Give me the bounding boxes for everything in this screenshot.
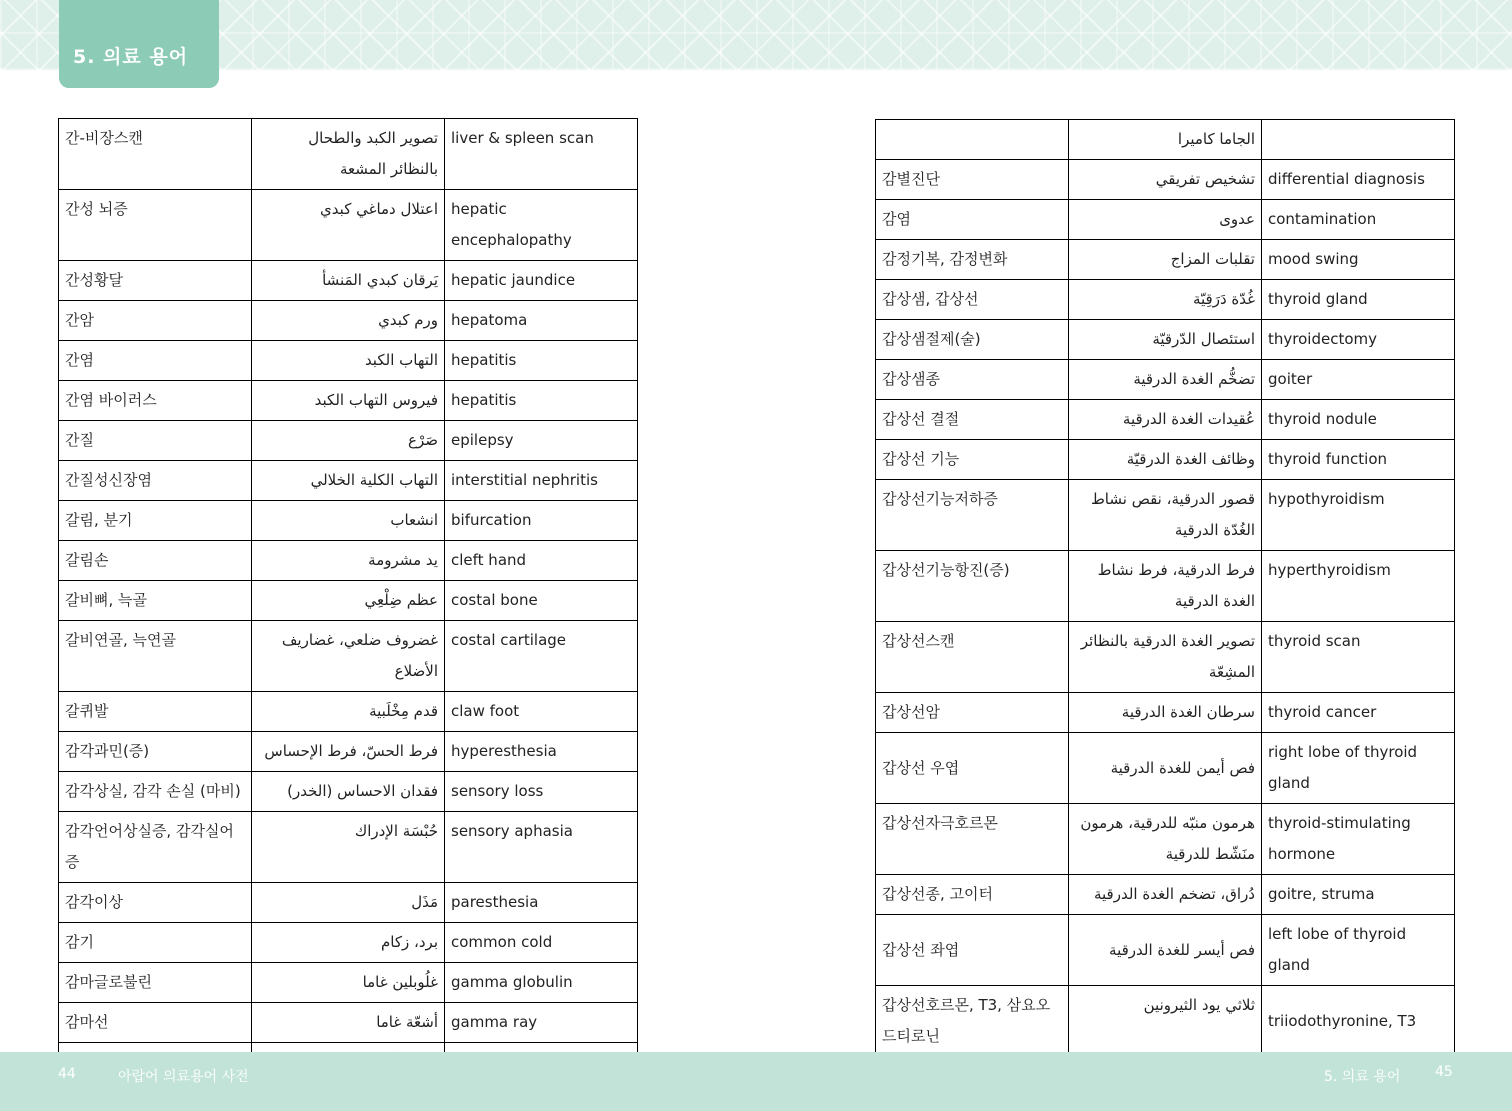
- header-pattern-band: [0, 0, 1512, 70]
- arabic-term: فقدان الاحساس (الخدر): [252, 772, 445, 812]
- korean-term: 간질성신장염: [59, 461, 252, 501]
- english-term: goitre, struma: [1262, 875, 1455, 915]
- arabic-term: فص أيسر للغدة الدرقية: [1069, 915, 1262, 986]
- arabic-term: برد، زكام: [252, 923, 445, 963]
- table-row: [59, 461, 638, 501]
- table-row: [876, 440, 1455, 480]
- english-term: common cold: [445, 923, 638, 963]
- table-row: [876, 986, 1455, 1057]
- english-term: mood swing: [1262, 240, 1455, 280]
- korean-term: 갑상선스캔: [876, 622, 1069, 693]
- korean-term: 감각과민(증): [59, 732, 252, 772]
- arabic-term: أشعّة غاما: [252, 1003, 445, 1043]
- table-row: [59, 772, 638, 812]
- english-term: hepatitis: [445, 381, 638, 421]
- arabic-term: الجاما كاميرا: [1069, 120, 1262, 160]
- table-row: [876, 693, 1455, 733]
- book-title: 아랍어 의료용어 사전: [118, 1069, 249, 1085]
- korean-term: 간암: [59, 301, 252, 341]
- english-term: thyroid gland: [1262, 280, 1455, 320]
- english-term: liver & spleen scan: [445, 119, 638, 190]
- korean-term: 갑상샘절제(술): [876, 320, 1069, 360]
- english-term: interstitial nephritis: [445, 461, 638, 501]
- korean-term: 갑상샘종: [876, 360, 1069, 400]
- arabic-term: عدوى: [1069, 200, 1262, 240]
- table-row: [59, 732, 638, 772]
- table-row: [876, 622, 1455, 693]
- korean-term: 갑상선기능항진(증): [876, 551, 1069, 622]
- english-term: gamma ray: [445, 1003, 638, 1043]
- english-term: hepatoma: [445, 301, 638, 341]
- table-row: [876, 200, 1455, 240]
- table-row: [876, 120, 1455, 160]
- arabic-term: عظم ضِلْعِي: [252, 581, 445, 621]
- english-term: thyroid nodule: [1262, 400, 1455, 440]
- english-term: hyperesthesia: [445, 732, 638, 772]
- korean-term: 감기: [59, 923, 252, 963]
- arabic-term: وظائف الغدة الدرقيّة: [1069, 440, 1262, 480]
- arabic-term: ورم كبدي: [252, 301, 445, 341]
- table-row: [876, 804, 1455, 875]
- english-term: goiter: [1262, 360, 1455, 400]
- english-term: thyroidectomy: [1262, 320, 1455, 360]
- arabic-term: التهاب الكلية الخلالي: [252, 461, 445, 501]
- english-term: thyroid scan: [1262, 622, 1455, 693]
- korean-term: 갈림손: [59, 541, 252, 581]
- arabic-term: غُدّة دَرَقِيّة: [1069, 280, 1262, 320]
- english-term: hypothyroidism: [1262, 480, 1455, 551]
- english-term: sensory aphasia: [445, 812, 638, 883]
- arabic-term: تصوير الغدة الدرقية بالنظائر المشِعّة: [1069, 622, 1262, 693]
- chapter-label: 5. 의료 용어: [1324, 1069, 1401, 1085]
- arabic-term: صَرْع: [252, 421, 445, 461]
- korean-term: 갑상선종, 고이터: [876, 875, 1069, 915]
- table-row: [876, 875, 1455, 915]
- korean-term: 갑상선 결절: [876, 400, 1069, 440]
- table-row: [876, 400, 1455, 440]
- korean-term: 갑상선 좌엽: [876, 915, 1069, 986]
- english-term: claw foot: [445, 692, 638, 732]
- arabic-term: فرط الحسّ، فرط الإحساس: [252, 732, 445, 772]
- left-vocabulary-table: [58, 118, 638, 1083]
- table-row: [876, 280, 1455, 320]
- korean-term: 감각언어상실증, 감각실어증: [59, 812, 252, 883]
- arabic-term: فرط الدرقية، فرط نشاط الغدة الدرقية: [1069, 551, 1262, 622]
- english-term: cleft hand: [445, 541, 638, 581]
- arabic-term: انشعاب: [252, 501, 445, 541]
- korean-term: 갑상선암: [876, 693, 1069, 733]
- arabic-term: يد مشرومة: [252, 541, 445, 581]
- chapter-title: 5. 의료 용어: [73, 46, 189, 68]
- arabic-term: فيروس التهاب الكبد: [252, 381, 445, 421]
- english-term: thyroid-stimulating hormone: [1262, 804, 1455, 875]
- korean-term: 감각이상: [59, 883, 252, 923]
- english-term: epilepsy: [445, 421, 638, 461]
- english-term: contamination: [1262, 200, 1455, 240]
- arabic-term: مَذَل: [252, 883, 445, 923]
- table-row: [876, 551, 1455, 622]
- table-row: [59, 581, 638, 621]
- korean-term: 갑상선 기능: [876, 440, 1069, 480]
- english-term: hepatitis: [445, 341, 638, 381]
- korean-term: [876, 120, 1069, 160]
- korean-term: 갈퀴발: [59, 692, 252, 732]
- arabic-term: تصوير الكبد والطحال بالنظائر المشعة: [252, 119, 445, 190]
- english-term: [1262, 120, 1455, 160]
- english-term: gamma globulin: [445, 963, 638, 1003]
- korean-term: 갑상선호르몬, T3, 삼요오드티로닌: [876, 986, 1069, 1057]
- korean-term: 갈비연골, 늑연골: [59, 621, 252, 692]
- arabic-term: ثلاثي يود الثيرونين: [1069, 986, 1262, 1057]
- english-term: hepatic encephalopathy: [445, 190, 638, 261]
- chapter-tab: [59, 0, 219, 88]
- table-row: [876, 480, 1455, 551]
- table-row: [59, 923, 638, 963]
- english-term: bifurcation: [445, 501, 638, 541]
- table-row: [59, 812, 638, 883]
- table-row: [59, 301, 638, 341]
- korean-term: 갑상선기능저하증: [876, 480, 1069, 551]
- korean-term: 갑상선 우엽: [876, 733, 1069, 804]
- arabic-term: تشخيص تفريقي: [1069, 160, 1262, 200]
- arabic-term: عُقيدات الغدة الدرقية: [1069, 400, 1262, 440]
- table-row: [59, 261, 638, 301]
- table-row: [876, 320, 1455, 360]
- right-vocabulary-table: [875, 119, 1455, 1057]
- table-row: [59, 883, 638, 923]
- korean-term: 감염: [876, 200, 1069, 240]
- arabic-term: قدم مِخْلَبية: [252, 692, 445, 732]
- table-row: [59, 341, 638, 381]
- table-row: [59, 190, 638, 261]
- korean-term: 감각상실, 감각 손실 (마비): [59, 772, 252, 812]
- english-term: right lobe of thyroid gland: [1262, 733, 1455, 804]
- right-page-number: 45: [1435, 1064, 1453, 1080]
- table-row: [876, 360, 1455, 400]
- arabic-term: حُبْسَة الإدراك: [252, 812, 445, 883]
- english-term: costal cartilage: [445, 621, 638, 692]
- english-term: costal bone: [445, 581, 638, 621]
- footer-band: [0, 1052, 1512, 1111]
- english-term: paresthesia: [445, 883, 638, 923]
- arabic-term: اعتلال دماغي كبدي: [252, 190, 445, 261]
- arabic-term: يَرقان كبدي المَنشأ: [252, 261, 445, 301]
- english-term: thyroid cancer: [1262, 693, 1455, 733]
- table-row: [59, 1003, 638, 1043]
- english-term: triiodothyronine, T3: [1262, 986, 1455, 1057]
- table-row: [59, 541, 638, 581]
- arabic-term: قصور الدرقية، نقص نشاط الغُدّة الدرقية: [1069, 480, 1262, 551]
- korean-term: 감별진단: [876, 160, 1069, 200]
- korean-term: 갑상선자극호르몬: [876, 804, 1069, 875]
- english-term: hepatic jaundice: [445, 261, 638, 301]
- table-row: [59, 621, 638, 692]
- korean-term: 갈림, 분기: [59, 501, 252, 541]
- korean-term: 간염 바이러스: [59, 381, 252, 421]
- table-row: [59, 692, 638, 732]
- table-row: [59, 501, 638, 541]
- english-term: hyperthyroidism: [1262, 551, 1455, 622]
- korean-term: 간성황달: [59, 261, 252, 301]
- korean-term: 간성 뇌증: [59, 190, 252, 261]
- korean-term: 감마선: [59, 1003, 252, 1043]
- arabic-term: غضروف ضلعي، غضاريف الأضلاع: [252, 621, 445, 692]
- table-row: [59, 381, 638, 421]
- arabic-term: استئصال الدّرقيّة: [1069, 320, 1262, 360]
- korean-term: 감정기복, 감정변화: [876, 240, 1069, 280]
- arabic-term: سرطان الغدة الدرقية: [1069, 693, 1262, 733]
- korean-term: 감마글로불린: [59, 963, 252, 1003]
- arabic-term: التهاب الكبد: [252, 341, 445, 381]
- table-row: [876, 160, 1455, 200]
- table-row: [59, 421, 638, 461]
- arabic-term: دُراق، تضخم الغدة الدرقية: [1069, 875, 1262, 915]
- english-term: differential diagnosis: [1262, 160, 1455, 200]
- arabic-term: غلُوبلين غاما: [252, 963, 445, 1003]
- korean-term: 갈비뼈, 늑골: [59, 581, 252, 621]
- arabic-term: هرمون منبّه للدرقية، هرمون منَشّط للدرقية: [1069, 804, 1262, 875]
- table-row: [59, 963, 638, 1003]
- english-term: left lobe of thyroid gland: [1262, 915, 1455, 986]
- table-row: [876, 915, 1455, 986]
- arabic-term: تضخُّم الغدة الدرقية: [1069, 360, 1262, 400]
- korean-term: 간-비장스캔: [59, 119, 252, 190]
- korean-term: 간질: [59, 421, 252, 461]
- arabic-term: تقلبات المزاج: [1069, 240, 1262, 280]
- table-row: [876, 240, 1455, 280]
- table-row: [876, 733, 1455, 804]
- korean-term: 갑상샘, 갑상선: [876, 280, 1069, 320]
- korean-term: 간염: [59, 341, 252, 381]
- table-row: [59, 119, 638, 190]
- left-page-number: 44: [58, 1066, 76, 1082]
- arabic-term: فص أيمن للغدة الدرقية: [1069, 733, 1262, 804]
- english-term: thyroid function: [1262, 440, 1455, 480]
- english-term: sensory loss: [445, 772, 638, 812]
